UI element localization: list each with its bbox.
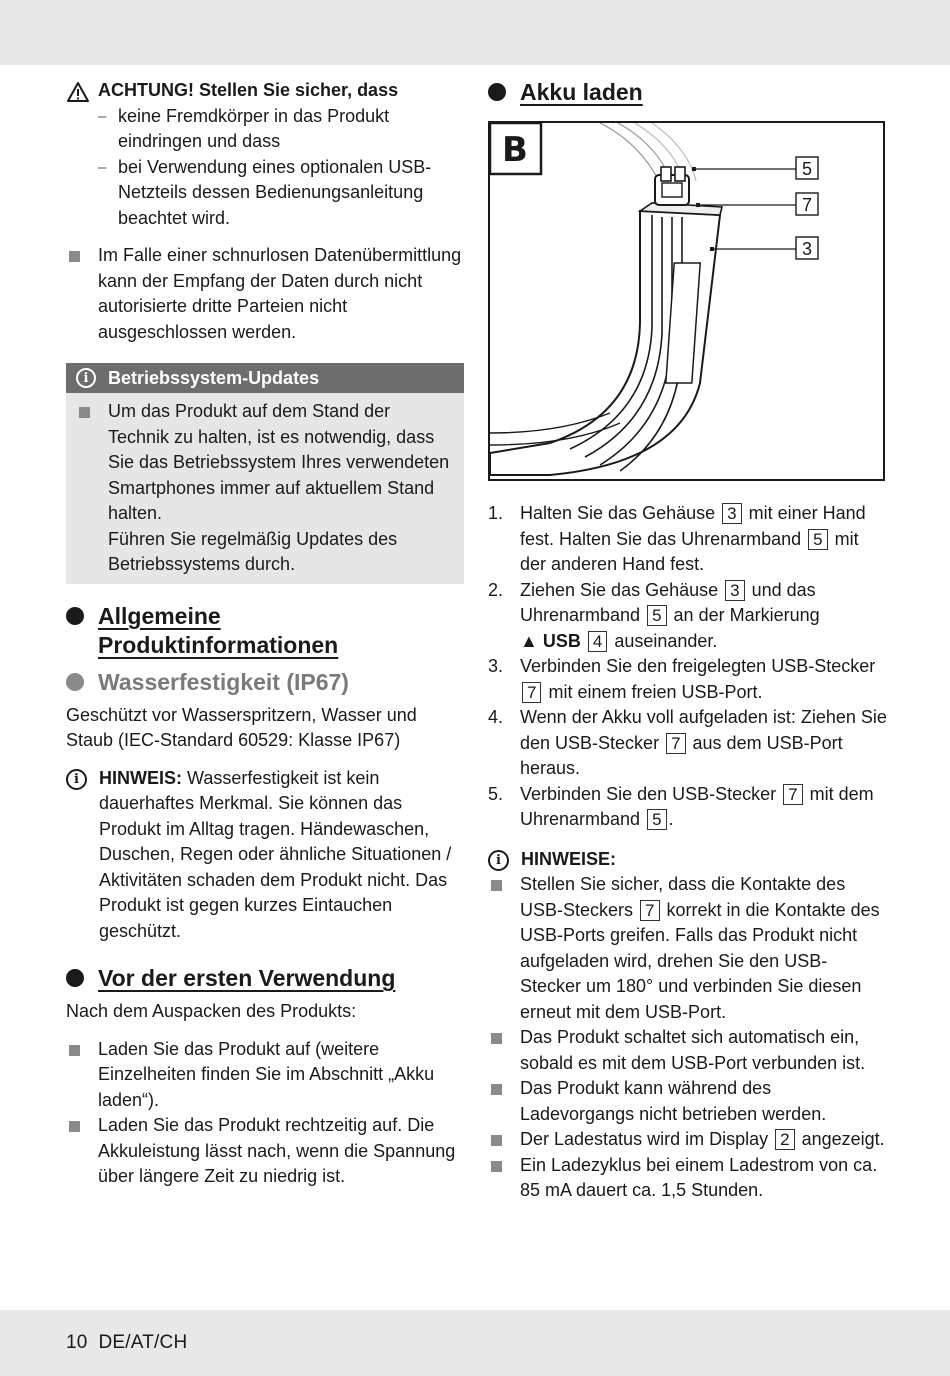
callout-5: 5 [801,159,813,179]
warning-list [98,104,464,232]
list-item: 2. Ziehen Sie das Gehäuse 3 und das Uhrenarmband 5 an der Markierung ▲ USB 4 auseinander. [488,579,820,651]
square-bullet-icon [69,1045,80,1056]
square-bullet-icon [491,1135,502,1146]
usb-marker: ▲ USB [520,630,581,651]
header-band [0,0,950,65]
list-item: Das Produkt kann während des Ladevorgangs nicht betrieben werden. [488,1076,888,1127]
info-icon: i [66,769,87,790]
list-item: 4. Wenn der Akku voll aufgeladen ist: Ziehen Sie den USB-Stecker 7 aus dem USB-Port heraus. [488,707,887,778]
list-item: Der Ladestatus wird im Display 2 angezeigt. [488,1127,888,1153]
list-item: Ein Ladezyklus bei einem Ladestrom von ca. 85 mA dauert ca. 1,5 Stunden. [488,1153,888,1204]
note-text: Wasserfestigkeit ist kein dauerhaftes Merkmal. Sie können das Produkt im Alltag tragen. Händewaschen, Duschen, Regen oder ähnliche Situationen / Aktivitäten schaden dem Produkt nicht. Das Produkt ist gegen kurzes Eintauchen geschützt. [99,767,452,941]
square-bullet-icon [491,1033,502,1044]
os-updates-infobox [66,363,464,584]
square-bullet-icon [491,1161,502,1172]
square-bullet-icon [69,251,80,262]
warning-title: ACHTUNG! Stellen Sie sicher, dass [98,80,399,100]
heading-water-resistance: Wasserfestigkeit (IP67) [66,668,464,697]
first-use-intro: Nach dem Auspacken des Produkts: [66,1001,357,1021]
callout-7: 7 [801,195,813,215]
warning-block [66,78,464,104]
infobox-header [66,363,464,393]
note-label: HINWEIS: [99,767,182,788]
first-use-list [66,1037,464,1190]
right-column [488,78,888,1204]
list-item: 1. Halten Sie das Gehäuse 3 mit einer Hand fest. Halten Sie das Uhrenarmband 5 mit der anderen Hand fest. [488,503,866,574]
left-column [66,78,464,1190]
charging-illustration [490,123,882,478]
list-item: Laden Sie das Produkt rechtzeitig auf. Die Akkuleistung lässt nach, wenn die Spannung über längere Zeit zu niedrig ist. [66,1113,464,1190]
bullet-dot-icon [66,607,84,625]
list-item: Im Falle einer schnurlosen Datenübermittlung kann der Empfang der Daten durch nicht autorisierte dritte Parteien nicht ausgeschlossen werden. [66,243,464,345]
square-bullet-icon [79,407,90,418]
region-label: DE/AT/CH [98,1332,188,1353]
water-text: Geschützt vor Wasserspritzern, Wasser und Staub (IEC-Standard 60529: Klasse IP67) [66,704,417,750]
notes-list [488,872,888,1204]
bullet-dot-icon [66,969,84,987]
bullet-dot-icon [66,673,84,691]
square-bullet-icon [491,880,502,891]
list-item: – keine Fremdkörper in das Produkt eindringen und dass [98,104,464,155]
info-icon: i [76,368,96,388]
page-number: 10 [66,1332,88,1353]
list-item: 5. Verbinden Sie den USB-Stecker 7 mit dem Uhrenarmband 5 . [488,783,874,829]
square-bullet-icon [491,1084,502,1095]
list-item: Laden Sie das Produkt auf (weitere Einzelheiten finden Sie im Abschnitt „Akku laden“). [66,1037,464,1114]
bullet-dot-icon [488,83,506,101]
callout-3: 3 [801,239,813,259]
list-item: Um das Produkt auf dem Stand der Technik zu halten, ist es notwendig, dass Sie das Betriebssystem Ihres verwendeten Smartphones immer auf aktuellem Stand halten. Führen Sie regelmäßig Updates des Betriebssystems durch. [76,399,454,578]
square-bullet-icon [69,1121,80,1132]
list-item: Stellen Sie sicher, dass die Kontakte des USB-Steckers 7 korrekt in die Kontakte des USB-Ports greifen. Falls das Produkt nicht aufgeladen wird, drehen Sie den USB-Stecker um 180° und verbinden Sie diesen erneut mit dem USB-Port. [488,872,888,1025]
warning-triangle-icon [66,81,90,103]
page-footer [66,1332,187,1354]
charging-steps [488,501,888,833]
wireless-note-list [66,243,464,345]
heading-general-info: Allgemeine Produktinformationen [66,602,464,660]
note-block [66,766,464,945]
notes-header: i HINWEISE: [488,847,888,873]
list-item: – bei Verwendung eines optionalen USB-Netzteils dessen Bedienungsanleitung beachtet wird. [98,155,464,232]
heading-first-use: Vor der ersten Verwendung [66,964,464,993]
heading-battery-charging: Akku laden [488,78,888,107]
list-item: Das Produkt schaltet sich automatisch ein, sobald es mit dem USB-Port verbunden ist. [488,1025,888,1076]
figure-b [488,121,885,481]
infobox-title: Betriebssystem-Updates [108,367,320,388]
info-icon: i [488,850,509,871]
infobox-list [66,393,464,578]
list-item: 3. Verbinden Sie den freigelegten USB-Stecker 7 mit einem freien USB-Port. [488,656,876,702]
figure-letter: B [502,130,528,170]
